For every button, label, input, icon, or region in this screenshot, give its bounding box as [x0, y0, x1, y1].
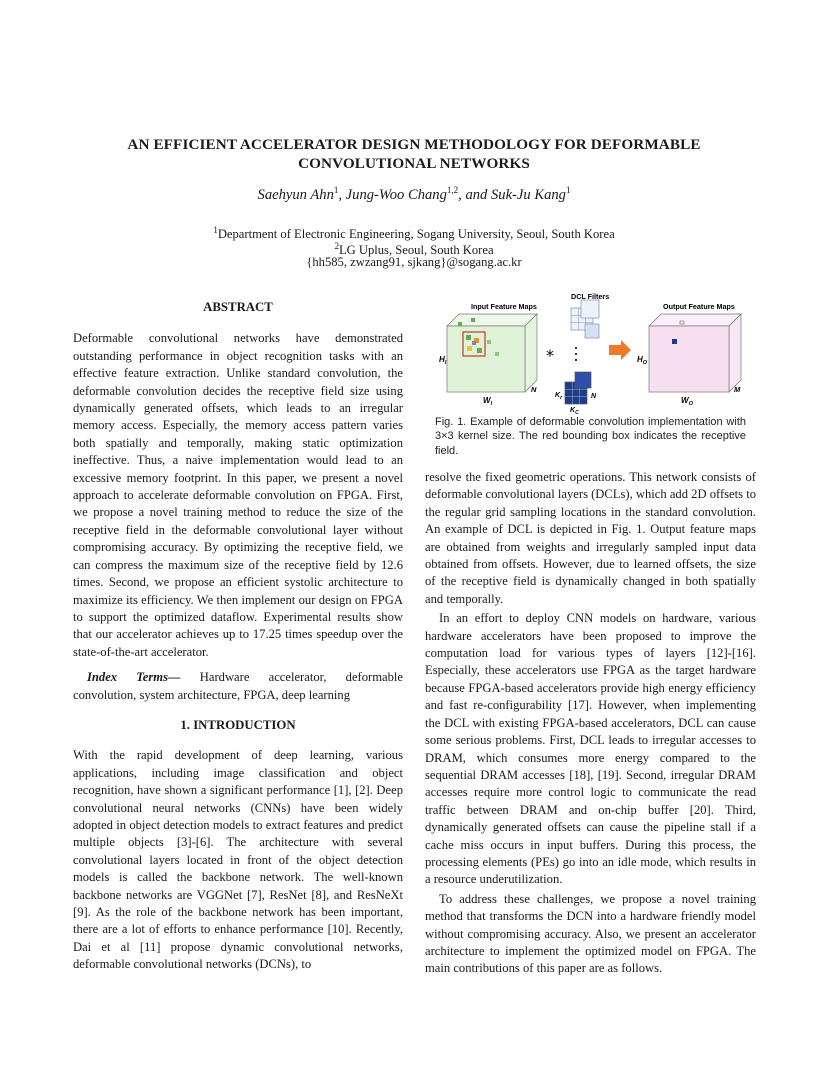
author-sep-1: , [338, 186, 346, 203]
author-1-name: Saehyun Ahn [257, 186, 334, 203]
author-3-name: Suk-Ju Kang [490, 186, 566, 203]
filters-label: DCL Filters [571, 292, 610, 301]
abstract-heading: ABSTRACT [203, 300, 273, 314]
n-label-filter: N [591, 393, 597, 400]
abstract-text: Deformable convolutional networks have demonstrated outstanding performance in object recognition tasks with an effective feature extraction. Unlike standard convolution, the deformable convolution decides the receptive field size using dynamically generated offsets, which leads to an irregular memory access. Especially, the memory access pattern varies both spatially and temporally, making static optimization ineffective. Thus, a naive implementation would lead to an excessive memory footprint. In this paper, we present a novel approach to accelerate deformable convolution on FPGA. First, we propose a novel training method to reduce the size of the receptive field in the deformable convolutional layer without compromising accuracy. By optimizing the receptive field, we can compress the maximum size of the receptive field by 12.6 times. Second, we propose an efficient systolic architecture to maximize its efficiency. We then implement our design on FPGA to support the optimized dataflow. Experimental results show that our accelerator achieves up to 17.25 times speedup over the state-of-the-art accelerator. [73, 331, 403, 659]
affiliation-1-text: Department of Electronic Engineering, Sogang University, Seoul, South Korea [217, 227, 615, 242]
figure-1-diagram [425, 288, 756, 416]
input-label: Input Feature Maps [471, 302, 537, 311]
index-terms-label: Index Terms— [87, 670, 181, 685]
kr-label: $K_r$ [555, 392, 563, 401]
affiliation-2-text: LG Uplus, Seoul, South Korea [338, 243, 494, 258]
left-column [73, 299, 403, 974]
author-list [60, 185, 768, 204]
wo-label: $W_O$ [681, 396, 693, 407]
output-feature-maps [649, 314, 741, 392]
intro-paragraph-3: To address these challenges, we propose a novel training method that transforms the DCN into a hardware friendly model without compromising accuracy. Also, we present an accelerator architecture to implement the optimized model on FPGA. The main contributions of this paper are as follows. [425, 891, 756, 976]
author-3-sup: 1 [565, 185, 571, 195]
author-1-sup: 1 [333, 185, 339, 195]
title-line-1: AN EFFICIENT ACCELERATOR DESIGN METHODOLOGY FOR DEFORMABLE [127, 136, 701, 153]
wi-label: $W_I$ [483, 396, 493, 407]
author-2-sup: 1,2 [446, 185, 459, 195]
dcl-filters [565, 300, 599, 404]
introduction-heading: 1. INTRODUCTION [180, 717, 296, 732]
index-terms-text: Hardware accelerator, deformable convolution, system architecture, FPGA, deep learning [73, 670, 403, 702]
title-line-2: CONVOLUTIONAL NETWORKS [298, 155, 530, 172]
arrow-icon [609, 340, 631, 360]
intro-paragraph-2: In an effort to deploy CNN models on hardware, various hardware accelerators have been proposed to improve the computation load for various types of layers [12]-[16]. Especially, these accelerators use FPGA as the target hardware because FPGA-based accelerators provide high energy efficiency and fast re-configurability [17]. However, when implementing the DCL with existing FPGA-based accelerators, DCL can cause some serious problems. First, DCL leads to irregular accesses to DRAM, which consumes more energy compared to the sequential DRAM accesses [18], [19]. Second, irregular DRAM accesses require more control logic to communicate the read traffic between DRAM and on-chip buffer [20]. Third, dynamically generated offsets can cause the pipeline stall if a cache miss occurs in input buffers. During this process, the processing elements (PEs) go into an idle mode, which results in a resource underutilization. [425, 611, 756, 887]
intro-paragraph-1-left: With the rapid development of deep learning, various applications, including image classification and object recognition, have shown a significant performance [1], [2]. Deep convolutional neural networks (CNNs) have been widely adopted in object detection models to extract features and predict multiple objects [3]-[6]. The architecture with several convolutional layers located in front of the object detection models is called the backbone network. The well-known backbone networks are VGGNet [7], ResNet [8], and ResNeXt [9]. As the role of the backbone network has been important, there are a lot of efforts to enhance performance [10]. Recently, Dai et al [11] propose dynamic convolutional networks, deformable convolutional networks (DCNs), to [73, 748, 403, 972]
index-terms [73, 669, 403, 704]
author-emails: {hh585, zwzang91, sjkang}@sogang.ac.kr [306, 255, 522, 269]
intro-paragraph-1-right: resolve the fixed geometric operations. This network consists of deformable convolutional layers (DCLs), which add 2D offsets to the regular grid sampling locations in the standard convolution. An example of DCL is depicted in Fig. 1. Output feature maps are obtained from weights and irregularly sampled input data obtained from offsets. However, due to learned offsets, the size of the receptive field is dynamically changed in both spatially and temporally. [425, 470, 756, 606]
author-sep-2: , and [458, 186, 491, 203]
affiliation-1-sup: 1 [213, 225, 218, 235]
output-label: Output Feature Maps [663, 302, 735, 311]
author-2-name: Jung-Woo Chang [345, 186, 447, 203]
hi-label: $H_I$ [439, 355, 447, 366]
figure-1-caption: Fig. 1. Example of deformable convolution implementation with 3×3 kernel size. The red bounding box indicates the receptive field. [435, 416, 746, 457]
input-feature-maps [447, 314, 537, 392]
n-label-input: N [531, 385, 537, 394]
kc-label: $K_C$ [570, 407, 579, 416]
m-label: M [734, 385, 741, 394]
ho-label: $H_O$ [637, 355, 648, 366]
paper-title [60, 135, 768, 173]
right-column [425, 469, 756, 978]
figure-1 [425, 288, 756, 416]
convolution-symbol: * [546, 346, 554, 365]
affiliation-2-sup: 2 [334, 241, 339, 251]
